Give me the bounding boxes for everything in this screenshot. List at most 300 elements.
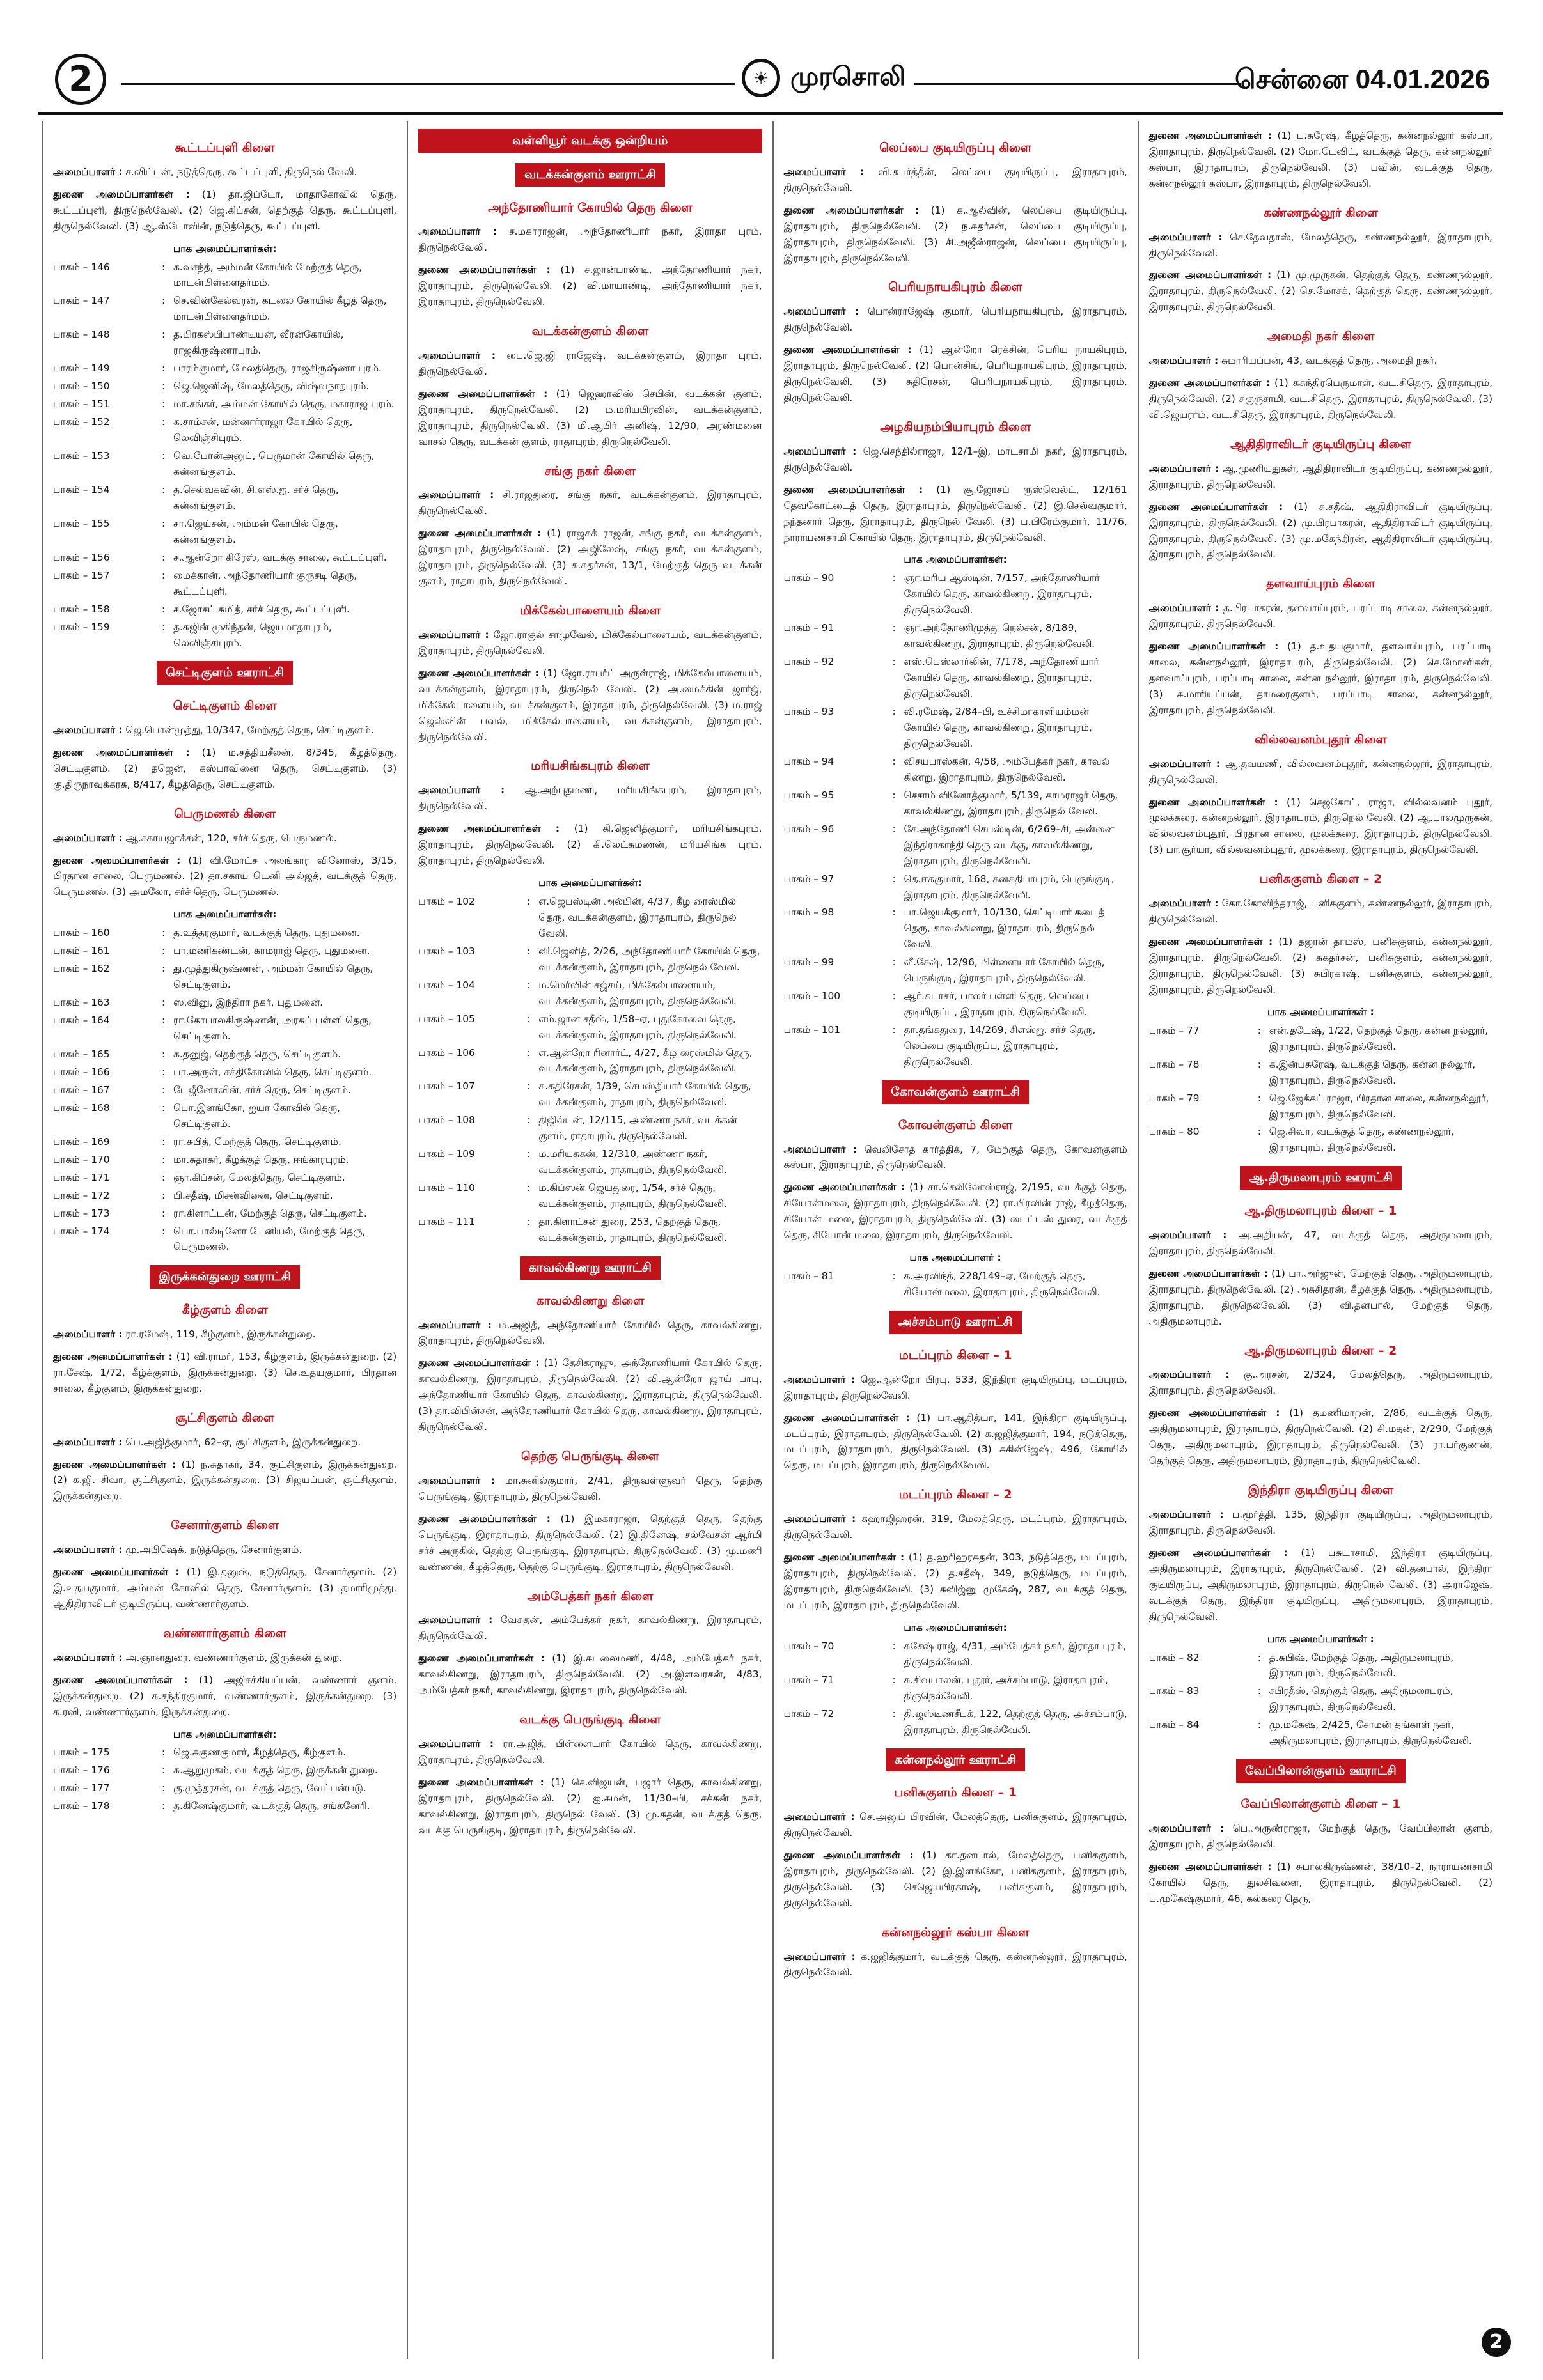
booth-details: பொ.பால்டினோ டேனியல், மேற்குத் தெரு, பெருமணல். bbox=[173, 1225, 366, 1253]
entry-label: அமைப்பாளர் : bbox=[418, 628, 489, 641]
booth-details: த.செல்வகவின், சி.எஸ்.ஐ. சர்ச் தெரு, கன்னங்குளம். bbox=[173, 483, 339, 511]
booth-row bbox=[53, 1745, 396, 1761]
booth-row bbox=[418, 1146, 762, 1178]
entry-label: அமைப்பாளர் : bbox=[1148, 355, 1219, 367]
booth-number: பாகம் – 110 bbox=[418, 1182, 475, 1194]
branch-heading: ஆ.திருமலாபுரம் கிளை – 1 bbox=[1244, 1204, 1397, 1218]
booth-details: ஞா.மரிய ஆஸ்டின், 7/157, அந்தோணியார் கோயில் தெரு, காவல்கிணறு, இராதாபுரம், திருநெல்வேலி. bbox=[904, 572, 1100, 616]
branch-heading: கன்னநல்லூர் கஸ்பா கிளை bbox=[881, 1925, 1030, 1940]
booth-number: பாகம் – 163 bbox=[53, 997, 110, 1009]
booth-colon: : bbox=[892, 656, 896, 668]
branch-heading: சூட்சிகுளம் கிளை bbox=[175, 1410, 274, 1425]
booth-number: பாகம் – 77 bbox=[1148, 1024, 1200, 1036]
dateline: சென்னை 04.01.2026 bbox=[1234, 64, 1490, 94]
branch-heading: வேப்பிலான்குளம் கிளை – 1 bbox=[1241, 1797, 1401, 1811]
entry-label: துணை அமைப்பாளர்கள் : bbox=[1148, 377, 1270, 389]
masthead bbox=[38, 45, 1503, 115]
branch-heading: வடக்கன்குளம் கிளை bbox=[531, 324, 649, 339]
union-banner: வள்ளியூர் வடக்கு ஒன்றியம் bbox=[418, 129, 762, 153]
booth-colon: : bbox=[527, 1216, 531, 1228]
booth-row bbox=[784, 1638, 1127, 1670]
entry-text: ப.மூர்த்தி, 135, இந்திரா குடியிருப்பு, அதிருமலாபுரம், இராதாபுரம், திருநெல்வேலி. bbox=[1148, 1508, 1492, 1536]
booth-details: பி.சதீஷ், மிசன்வினை, செட்டிகுளம். bbox=[173, 1189, 333, 1201]
panchayat-banner: அச்சம்பாடு ஊராட்சி bbox=[889, 1311, 1022, 1334]
booth-row bbox=[53, 1170, 396, 1186]
organiser-entry bbox=[784, 1511, 1127, 1543]
booth-details: திஜில்டன், 12/115, அண்ணா நகர், வடக்கன் குளம், ராதாபுரம், திருநெல்வேலி. bbox=[538, 1114, 737, 1142]
entry-text: (1) அஜிசக்கியப்பன், வண்ணார் குளம், இருக்கன்துறை. (2) சு.சந்திரகுமார், வண்ணார்குளம், இருக்கன்துறை. (3) சு.ரவி, வண்ணார்குளம், இருக்கன்துறை. bbox=[53, 1674, 397, 1718]
branch-heading: பெரியநாயகிபுரம் கிளை bbox=[888, 280, 1022, 295]
entry-label: அமைப்பாளர் : bbox=[418, 1319, 492, 1331]
organiser-entry bbox=[1149, 1227, 1492, 1259]
booth-details: மா.சுதாகர், கீழக்குத் தெரு, ஈங்காரபுரம். bbox=[173, 1153, 349, 1165]
booth-details: டேஜீனோவின், சர்ச் தெரு, செட்டிகுளம். bbox=[173, 1084, 351, 1096]
entry-text: (1) செஜகோட், ராஜா, வில்லவனம் புதூர், மூலக்கரை, கன்னநல்லூர், இராதாபுரம், திருநெல் வேலி. (2) ஆ.பாலமுருகன், வில்லவனம்புதூர், பிரதான சாலை, மூலக்கரை, இராதாபுரம், திருநெல்வேலி. (3) பா.சூர்யா, வில்லவனம்புதூர், மூலக்கரை, இராதாபுரம், திருநெல்வேலி. bbox=[1148, 796, 1492, 856]
booth-row bbox=[53, 961, 396, 993]
entry-text: (1) சுசுந்திரபெருமாள், வட.சிதெரு, இராதாபுரம், திருநெல்வேலி. (2) சுகுருசாமி, வட.சிதெரு, இராதாபுரம், திருநெல்வேலி. (3) வி.ஜெயராம், வட.சிதெரு, இராதாபுரம், திருநெல்வேலி. bbox=[1148, 377, 1492, 421]
booth-number: பாகம் – 83 bbox=[1148, 1685, 1200, 1697]
booth-colon: : bbox=[162, 1101, 166, 1114]
entry-text: (1) ஆன்றோ ரெக்சின், பெரிய நாயகிபுரம், இராதாபுரம், திருநெல்வேலி. (2) பொன்சிங், பெரியநாயகிபுரம், இராதாபுரம், திருநெல்வேலி. (3) சுதிரேசன், பெரியநாயகிபுரம், இராதாபுரம், திருநெல்வேலி. bbox=[783, 344, 1127, 404]
entry-label: துணை அமைப்பாளர்கள் : bbox=[1148, 1860, 1272, 1872]
booth-number: பாகம் – 147 bbox=[53, 295, 110, 307]
booth-colon: : bbox=[162, 621, 166, 633]
booth-number: பாகம் – 152 bbox=[53, 416, 110, 428]
entry-text: சுமாரியப்பன், 43, வடக்குத் தெரு, அமைதி நகர். bbox=[1221, 355, 1437, 367]
booth-details: ஞா.கிப்சன், மேலத்தெரு, செட்டிகுளம். bbox=[173, 1171, 345, 1183]
booth-colon: : bbox=[162, 329, 166, 341]
entry-label: அமைப்பாளர் : bbox=[418, 226, 497, 238]
panchayat-banner: வேப்பிலான்குளம் ஊராட்சி bbox=[1236, 1759, 1406, 1783]
booth-number: பாகம் – 149 bbox=[53, 362, 110, 375]
entry-label: அமைப்பாளர் : bbox=[418, 349, 496, 361]
entry-text: (1) ஜோ.ராபர்ட் அருள்ராஜ், மிக்கேல்பாளையம், வடக்கன்குளம், இராதாபுரம், திருநெல் வேலி. (2) அ.மைக்கின் ஜார்ஜ், மிக்கேல்பாளையம், வடக்கன்குளம், இராதாபுரம், திருநெல்வேலி. (3) ம.ராஜ் ஜெஸ்வின் பவல், மிக்கேல்பாளையம், வடக்கன்குளம், இராதாபுரம், திருநெல்வேலி. bbox=[418, 667, 762, 743]
booth-number: பாகம் – 111 bbox=[418, 1216, 475, 1228]
entry-label: துணை அமைப்பாளர்கள் : bbox=[418, 823, 560, 835]
booth-row bbox=[784, 788, 1127, 820]
organiser-entry bbox=[784, 203, 1127, 267]
booth-number: பாகம் – 104 bbox=[418, 979, 475, 991]
booth-number: பாகம் – 96 bbox=[783, 823, 834, 835]
booth-colon: : bbox=[527, 1114, 531, 1126]
entry-label: அமைப்பாளர் : bbox=[53, 1651, 123, 1663]
booth-colon: : bbox=[162, 1015, 166, 1027]
booth-details: ரா.சுபித், மேற்குத் தெரு, செட்டிகுளம். bbox=[173, 1135, 341, 1147]
organiser-entry bbox=[784, 1550, 1127, 1614]
organiser-entry bbox=[1149, 1859, 1492, 1907]
booth-colon: : bbox=[892, 1640, 896, 1652]
booth-details: பா.ஜெயக்குமார், 10/130, செட்டியார் கடைத் தெரு, காவல்கிணறு, இராதாபுரம், திருநெல் வேலி. bbox=[904, 906, 1105, 951]
section-subheading: பாக அமைப்பாளர்கள்: bbox=[904, 1621, 1007, 1633]
entry-label: அமைப்பாளர் : bbox=[53, 832, 123, 844]
booth-number: பாகம் – 97 bbox=[783, 873, 834, 885]
entry-label: துணை அமைப்பாளர்கள் : bbox=[1148, 641, 1279, 653]
entry-label: அமைப்பாளர் : bbox=[53, 724, 123, 736]
booth-colon: : bbox=[162, 551, 166, 563]
booth-number: பாகம் – 178 bbox=[53, 1800, 110, 1812]
booth-row bbox=[1149, 1650, 1492, 1682]
branch-heading: சங்கு நகர் கிளை bbox=[544, 463, 636, 478]
booth-number: பாகம் – 70 bbox=[783, 1640, 834, 1652]
booth-colon: : bbox=[162, 1171, 166, 1183]
organiser-entry bbox=[53, 1672, 396, 1720]
booth-details: ச.ஆன்றோ கிரேஸ், வடக்கு சாலை, கூட்டப்புளி. bbox=[173, 551, 387, 563]
organiser-entry bbox=[784, 1410, 1127, 1474]
entry-label: அமைப்பாளர் : bbox=[1148, 758, 1221, 770]
booth-colon: : bbox=[1257, 1058, 1261, 1070]
booth-details: மைக்கான், அந்தோணியார் குருசடி தெரு, கூட்டப்புளி. bbox=[173, 569, 357, 597]
booth-colon: : bbox=[162, 1153, 166, 1165]
entry-label: துணை அமைப்பாளர்கள் : bbox=[1148, 1267, 1268, 1279]
entry-label: துணை அமைப்பாளர்கள் : bbox=[783, 1412, 910, 1424]
entry-text: அ.அதியன், 47, வடக்குத் தெரு, அதிருமலாபுரம், இராதாபுரம், திருநெல்வேலி. bbox=[1148, 1229, 1492, 1257]
booth-row bbox=[53, 1100, 396, 1132]
branch-heading: மடப்புரம் கிளை – 1 bbox=[898, 1348, 1012, 1362]
entry-label: துணை அமைப்பாளர்கள் : bbox=[53, 188, 190, 200]
booth-number: பாகம் – 174 bbox=[53, 1225, 110, 1237]
booth-row bbox=[53, 1064, 396, 1080]
booth-row bbox=[53, 327, 396, 359]
organiser-entry bbox=[418, 1612, 762, 1644]
organiser-entry bbox=[1149, 1367, 1492, 1399]
entry-text: (1) ச.ஜான்பாண்டி, அந்தோணியார் நகர், இராதாபுரம், திருநெல்வேலி. (2) வி.மாயாண்டி, அந்தோணியார் நகர், இராதாபுரம், திருநெல்வேலி. bbox=[418, 264, 762, 308]
column-1 bbox=[42, 121, 408, 2359]
booth-number: பாகம் – 164 bbox=[53, 1015, 110, 1027]
booth-details: ஆர்.சுபாசர், பாலர் பள்ளி தெரு, லெப்பை குடியிருப்பு, இராதாபுரம், திருநெல்வேலி. bbox=[904, 990, 1089, 1018]
booth-number: பாகம் – 155 bbox=[53, 517, 110, 529]
entry-label: அமைப்பாளர் : bbox=[53, 1328, 123, 1340]
booth-details: த.கினேஷ்குமார், வடக்குத் தெரு, சங்கனேரி. bbox=[173, 1800, 370, 1812]
entry-label: அமைப்பாளர் : bbox=[783, 1373, 856, 1385]
organiser-entry bbox=[1149, 1507, 1492, 1539]
entry-label: அமைப்பாளர் : bbox=[418, 1738, 494, 1750]
booth-row bbox=[1149, 1717, 1492, 1749]
booth-colon: : bbox=[162, 483, 166, 495]
booth-number: பாகம் – 103 bbox=[418, 945, 475, 957]
entry-label: அமைப்பாளர் : bbox=[1148, 231, 1223, 243]
organiser-entry bbox=[784, 444, 1127, 476]
organiser-entry bbox=[418, 1775, 762, 1839]
organiser-entry bbox=[784, 1142, 1127, 1174]
branch-heading: அம்பேத்கர் நகர் கிளை bbox=[527, 1589, 654, 1603]
organiser-entry bbox=[1149, 128, 1492, 192]
booth-number: பாகம் – 176 bbox=[53, 1764, 110, 1777]
booth-details: ஜெ.ஜெனிஷ், மேலத்தெரு, விஷ்வநாதபுரம். bbox=[173, 380, 370, 393]
entry-label: அமைப்பாளர் : bbox=[783, 1811, 855, 1823]
booth-details: வி.ரமேஷ், 2/84–பி, உச்சிமாகாளியம்மன் கோயில் தெரு, காவல்கிணறு, இராதாபுரம், திருநெல்வேலி. bbox=[904, 706, 1092, 749]
entry-text: (1) ம.சத்தியசீலன், 8/345, கீழத்தெரு, செட்டிகுளம். (2) தஜென், கஸ்பாவினை தெரு, செட்டிகுளம். (3) கு.திருநாவுக்கரசு, 8/417, கீழத்தெரு, செட்டிகுளம். bbox=[53, 746, 397, 790]
booth-colon: : bbox=[527, 1046, 531, 1059]
booth-row bbox=[784, 654, 1127, 702]
branch-heading: மடப்புரம் கிளை – 2 bbox=[898, 1488, 1012, 1502]
entry-text: சுஹாஜிஹரன், 319, மேலத்தெரு, மடப்புரம், இராதாபுரம், திருநெல்வேலி. bbox=[783, 1513, 1127, 1541]
entry-label: அமைப்பாளர் : bbox=[783, 166, 865, 178]
entry-label: துணை அமைப்பாளர்கள் : bbox=[1148, 501, 1283, 513]
booth-details: த.உத்தரகுமார், வடக்குத் தெரு, புதுமனை. bbox=[173, 927, 360, 939]
entry-text: (1) தா.ஜிப்டோ, மாதாகோவில் தெரு, கூட்டப்புளி, திருநெல்வேலி. (2) ஜெ.கிப்சன், தெற்குத் தெரு, கூட்டப்புளி, திருநெல்வேலி. (3) ஆ.ஸ்டோவின், நடுத்தெரு, கூட்டப்புளி. bbox=[53, 188, 397, 232]
booth-row bbox=[53, 943, 396, 959]
booth-row bbox=[784, 871, 1127, 903]
organiser-entry bbox=[418, 262, 762, 310]
organiser-entry bbox=[53, 745, 396, 793]
panchayat-banner: ஆ.திருமலாபுரம் ஊராட்சி bbox=[1240, 1166, 1402, 1190]
booth-colon: : bbox=[1257, 1685, 1261, 1697]
branch-heading: அழகியநம்பியாபுரம் கிளை bbox=[880, 419, 1031, 434]
panchayat-banner: கன்னநல்லூர் ஊராட்சி bbox=[886, 1748, 1025, 1772]
organiser-entry bbox=[418, 348, 762, 380]
booth-row bbox=[53, 378, 396, 394]
booth-row bbox=[784, 1268, 1127, 1300]
booth-row bbox=[53, 361, 396, 377]
booth-number: பாகம் – 98 bbox=[783, 906, 834, 919]
booth-number: பாகம் – 165 bbox=[53, 1048, 110, 1060]
booth-details: சா.ஜெய்சன், அம்மன் கோயில் தெரு, கன்னங்குளம். bbox=[173, 517, 338, 545]
masthead-rule-left bbox=[121, 83, 735, 85]
page-number: 2 bbox=[55, 54, 106, 105]
booth-row bbox=[418, 977, 762, 1009]
entry-label: துணை அமைப்பாளர்கள் : bbox=[53, 1458, 176, 1470]
booth-details: தெ.ஈசுகுமார், 168, கனகதிபாபுரம், பெருங்குடி, இராதாபுரம், திருநெல்வேலி. bbox=[904, 873, 1115, 901]
section-subheading: பாக அமைப்பாளர்கள்: bbox=[173, 242, 277, 254]
entry-label: அமைப்பாளர் : bbox=[783, 1950, 856, 1963]
branch-heading: கீழ்குளம் கிளை bbox=[182, 1303, 268, 1318]
entry-label: அமைப்பாளர் : bbox=[1148, 1229, 1227, 1241]
booth-colon: : bbox=[162, 1764, 166, 1777]
booth-row bbox=[53, 293, 396, 325]
entry-text: (1) ப.சுரேஷ், கீழத்தெரு, கன்னநல்லூர் கஸ்பா, இராதாபுரம், திருநெல்வேலி. (2) மோ.டேவிட், வடக்குத் தெரு, கன்னநல்லூர் கஸ்பா, இராதாபுரம், திருநெல்வேலி. (3) பவின், வடக்குத் தெரு, கன்னநல்லூர் கஸ்பா, இராதாபுரம், திருநெல்வேலி. bbox=[1148, 130, 1492, 189]
branch-heading: மிக்கேல்பாளையம் கிளை bbox=[519, 603, 661, 618]
booth-details: விசயபாஸ்கன், 4/58, அம்பேத்கர் நகர், காவல் கிணறு, இராதாபுரம், திருநெல்வேலி. bbox=[904, 755, 1110, 783]
booth-row bbox=[53, 602, 396, 618]
entry-text: செ.தேவதாஸ், மேலத்தெரு, கண்ணநல்லூர், இராதாபுரம், திருநெல்வேலி. bbox=[1148, 231, 1492, 259]
entry-text: ஆ.முணியதுகள், ஆதிதிராவிடர் குடியிருப்பு, கண்ணநல்லூர், இராதாபுரம், திருநெல்வேலி. bbox=[1148, 462, 1492, 490]
organiser-entry bbox=[53, 722, 396, 738]
booth-row bbox=[53, 1224, 396, 1256]
booth-details: தா.தங்கதுரை, 14/269, சிஎஸ்ஐ. சர்ச் தெரு, லெப்பை குடியிருப்பு, இராதாபுரம், திருநெல்வேலி. bbox=[904, 1024, 1096, 1068]
organiser-entry bbox=[53, 853, 396, 901]
entry-text: (1) த.ஹரிஹரசுதன், 303, நடுத்தெரு, மடப்புரம், இராதாபுரம், திருநெல்வேலி. (2) த.சதீஷ், 349, நடுத்தெரு, மடப்புரம், இராதாபுரம், திருநெல்வேலி. (3) சுவிஜ்னு முகேஷ், 287, வடக்குத் தெரு, மடப்புரம், இராதாபுரம், திருநெல்வேலி. bbox=[783, 1552, 1127, 1611]
booth-row bbox=[418, 944, 762, 976]
branch-heading: தளவாய்புரம் கிளை bbox=[1266, 577, 1375, 591]
branch-heading: லெப்பை குடியிருப்பு கிளை bbox=[879, 141, 1032, 155]
column-2 bbox=[408, 121, 773, 2359]
booth-row bbox=[53, 550, 396, 566]
entry-text: கு.அரசன், 2/324, மேலத்தெரு, அதிருமலாபுரம், இராதாபுரம், திருநெல்வேலி. bbox=[1148, 1369, 1492, 1397]
organiser-entry bbox=[418, 224, 762, 256]
booth-row bbox=[1149, 1023, 1492, 1055]
entry-label: துணை அமைப்பாளர்கள் : bbox=[783, 1181, 905, 1194]
entry-text: (1) மு.முருகன், தெற்குத் தெரு, கண்ணநல்லூர், இராதாபுரம், திருநெல்வேலி. (2) செ.மோசக், தெற்குத் தெரு, கண்ணநல்லூர், இராதாபுரம், திருநெல்வேலி. bbox=[1148, 269, 1492, 313]
booth-details: ச.ஜோசப் சுமித், சர்ச் தெரு, கூட்டப்புளி. bbox=[173, 603, 350, 615]
organiser-entry bbox=[53, 164, 396, 180]
entry-text: (1) இமகாராஜா, தெற்குத் தெரு, தெற்கு பெருங்குடி, இராதாபுரம், திருநெல்வேலி. (2) இ.தினேஷ், சல்வேசன் ஆர்மி சர்ச் அருகில், தெற்கு பெருங்குடி, இராதாபுரம், திருநெல்வேலி. (3) மு.மணி வண்ணன், கீழத்தெரு, தெற்கு பெருங்குடி, இராதாபுரம், திருநெல்வேலி. bbox=[418, 1513, 762, 1573]
entry-text: பெ.அஜித்குமார், 62–ஏ, சூட்சிகுளம், இருக்கன்துறை. bbox=[125, 1436, 361, 1448]
booth-colon: : bbox=[162, 295, 166, 307]
entry-text: மா.சுனில்குமார், 2/41, திருவள்ளுவர் தெரு, தெற்கு பெருங்குடி, இராதாபுரம், திருநெல்வேலி. bbox=[418, 1474, 762, 1502]
organiser-entry bbox=[1149, 795, 1492, 859]
organiser-entry bbox=[784, 1179, 1127, 1243]
branch-heading: கோவன்குளம் கிளை bbox=[898, 1117, 1013, 1132]
booth-colon: : bbox=[527, 1013, 531, 1025]
booth-row bbox=[53, 1046, 396, 1062]
entry-text: செ.அனுப் பிரவின், மேலத்தெரு, பனிசுகுளம், இராதாபுரம், திருநெல்வேலி. bbox=[783, 1811, 1127, 1839]
booth-details: என்.தடேஷ், 1/22, தெற்குத் தெரு, கன்ன நல்லூர், இராதாபுரம், திருநெல்வேலி. bbox=[1269, 1024, 1489, 1052]
booth-number: பாகம் – 82 bbox=[1148, 1651, 1200, 1663]
booth-details: த.சுஜின் முகிந்தன், ஜெயமாதாபுரம், லெவிஞ்சிபுரம். bbox=[173, 621, 332, 649]
booth-number: பாகம் – 166 bbox=[53, 1066, 110, 1078]
booth-details: சு.கதிரேசன், 1/39, செபஸ்தியார் கோயில் தெரு, வடக்கன்குளம், ராதாபுரம், திருநெல்வேலி. bbox=[538, 1080, 751, 1108]
booth-number: பாகம் – 151 bbox=[53, 398, 110, 410]
booth-number: பாகம் – 148 bbox=[53, 329, 110, 341]
booth-colon: : bbox=[892, 1674, 896, 1686]
booth-colon: : bbox=[162, 1746, 166, 1759]
booth-details: க.அரவிந்த், 228/149–ஏ, மேற்குத் தெரு, சியோன்மலை, இராதாபுரம், திருநெல்வேலி. bbox=[904, 1270, 1100, 1298]
branch-heading: கூட்டப்புளி கிளை bbox=[175, 141, 275, 155]
booth-details: க.வசந்த், அம்மன் கோயில் மேற்குத் தெரு, மாடன்பிள்ளைதர்மம். bbox=[173, 261, 363, 289]
booth-colon: : bbox=[527, 945, 531, 957]
entry-label: துணை அமைப்பாளர்கள் : bbox=[1148, 796, 1278, 808]
booth-row bbox=[53, 925, 396, 941]
section-subheading: பாக அமைப்பாளர்கள்: bbox=[173, 908, 277, 921]
booth-number: பாகம் – 91 bbox=[783, 622, 834, 634]
booth-details: து.முத்துகிருஷ்ணன், அம்மன் கோயில் தெரு, செட்டிகுளம். bbox=[173, 963, 373, 991]
branch-heading: கண்ணநல்லூர் கிளை bbox=[1263, 205, 1378, 220]
sun-logo-icon: ☀ bbox=[742, 59, 780, 97]
booth-colon: : bbox=[527, 895, 531, 907]
booth-colon: : bbox=[162, 416, 166, 428]
booth-row bbox=[53, 1134, 396, 1150]
booth-colon: : bbox=[162, 1189, 166, 1201]
entry-label: துணை அமைப்பாளர்கள் : bbox=[418, 1653, 545, 1665]
booth-colon: : bbox=[892, 990, 896, 1002]
booth-number: பாகம் – 177 bbox=[53, 1782, 110, 1794]
booth-colon: : bbox=[1257, 1719, 1261, 1731]
entry-label: துணை அமைப்பாளர்கள் : bbox=[53, 1566, 180, 1578]
entry-text: பை.ஜெ.ஜி ராஜேஷ், வடக்கன்குளம், இராதா புரம், திருநெல்வேலி. bbox=[418, 349, 762, 377]
booth-colon: : bbox=[892, 906, 896, 919]
booth-row bbox=[784, 905, 1127, 953]
booth-row bbox=[53, 1188, 396, 1204]
booth-row bbox=[53, 1780, 396, 1796]
booth-details: சே.அந்தோணி செபஸ்டின், 6/269–சி, அன்னை இந்திராகாந்தி தெரு வடக்கு, காவல்கிணறு, இராதாபுரம், திருநெல்வேலி. bbox=[904, 823, 1115, 867]
entry-label: அமைப்பாளர் : bbox=[1148, 1508, 1224, 1520]
booth-row bbox=[418, 1214, 762, 1246]
organiser-entry bbox=[1149, 896, 1492, 928]
entry-text: (1) சு.சதீஷ், ஆதிதிராவிடர் குடியிருப்பு, இராதாபுரம், திருநெல்வேலி. (2) மு.பிரபாகரன், ஆதிதிராவிடர் குடியிருப்பு, இராதாபுரம், திருநெல்வேலி. (3) மு.மகேந்திரன், ஆதிதிராவிடர் குடியிருப்பு, இராதாபுரம், திருநெல்வேலி. bbox=[1148, 501, 1492, 561]
entry-text: க.ஜஜித்குமார், வடக்குத் தெரு, கன்னநல்லூர், இராதாபுரம், திருநெல்வேலி. bbox=[783, 1950, 1127, 1979]
masthead-rule-right bbox=[914, 83, 1241, 85]
booth-details: ம.மெர்வின் சஜ்சய், மிக்கேல்பாளையம், வடக்கன்குளம், இராதாபுரம், திருநெல்வேலி. bbox=[538, 979, 737, 1007]
booth-colon: : bbox=[162, 569, 166, 581]
entry-text: ஆ.அற்புதமணி, மரியசிங்கபுரம், இராதாபுரம், திருநெல்வேலி. bbox=[418, 784, 762, 813]
entry-label: துணை அமைப்பாளர்கள் : bbox=[1148, 130, 1272, 141]
organiser-entry bbox=[784, 1809, 1127, 1841]
entry-text: (1) வி.ராமர், 153, கீழ்குளம், இருக்கன்துறை. (2) ரா.சேஷ், 1/72, கீழ்க்குளம், இருக்கன்துறை. (3) செ.உதயகுமார், பிரதான சாலை, கீழ்குளம், இருக்கன்துறை. bbox=[53, 1350, 397, 1394]
booth-row bbox=[53, 516, 396, 548]
organiser-entry bbox=[784, 482, 1127, 546]
entry-label: அமைப்பாளர் : bbox=[53, 1436, 123, 1448]
entry-text: (1) ந.சுதாகர், 34, சூட்சிகுளம், இருக்கன்துறை. (2) க.ஜி. சிவா, சூட்சிகுளம், இருக்கன்துறை. (3) சிஜயப்பன், சூட்சிகுளம், இருக்கன்துறை. bbox=[53, 1458, 397, 1502]
branch-heading: ஆதிதிராவிடர் குடியிருப்பு கிளை bbox=[1230, 437, 1411, 451]
entry-label: துணை அமைப்பாளர்கள் : bbox=[53, 746, 190, 758]
booth-colon: : bbox=[162, 1048, 166, 1060]
booth-details: ஜெ.சுகுணகுமார், கீழத்தெரு, கீழ்குளம். bbox=[173, 1746, 347, 1759]
entry-text: ஆ.தவமணி, வில்லவனம்புதூர், கன்னநல்லூர், இராதாபுரம், திருநெல்வேலி. bbox=[1148, 758, 1492, 786]
organiser-entry bbox=[1149, 639, 1492, 719]
entry-text: (1) இ.தனுஷ், நடுத்தெரு, சேனார்குளம். (2) இ.உதயகுமார், அம்மன் கோவில் தெரு, சேனார்குளம். (3) தமாரிமுத்து, ஆதிதிராவிடர் குடியிருப்பு, வண்ணார்குளம். bbox=[53, 1566, 397, 1610]
booth-row bbox=[784, 620, 1127, 652]
entry-label: துணை அமைப்பாளர்கள் : bbox=[1148, 1546, 1288, 1559]
entry-label: அமைப்பாளர் : bbox=[418, 784, 505, 797]
entry-label: துணை அமைப்பாளர்கள் : bbox=[1148, 936, 1273, 947]
organiser-entry bbox=[53, 1650, 396, 1666]
organiser-entry bbox=[784, 1847, 1127, 1911]
booth-colon: : bbox=[162, 380, 166, 393]
booth-details: ரா.கோபாலகிருஷ்ணன், அரசுப் பள்ளி தெரு, செட்டிகுளம். bbox=[173, 1015, 372, 1043]
entry-label: அமைப்பாளர் : bbox=[1148, 1369, 1230, 1381]
booth-number: பாகம் – 95 bbox=[783, 789, 834, 801]
booth-row bbox=[53, 568, 396, 600]
booth-number: பாகம் – 71 bbox=[783, 1674, 834, 1686]
booth-row bbox=[1149, 1057, 1492, 1089]
entry-text: (1) பா.அர்ஜுன், மேற்குத் தெரு, அதிருமலாபுரம், இராதாபுரம், திருநெல்வேலி. (2) அசுசிதரன், கீழக்குத் தெரு, அதிருமலாபுரம், இராதாபுரம், திருநெல்வேலி. (3) வி.தனபால், மேற்குத் தெரு, அதிருமலாபுரம். bbox=[1148, 1267, 1492, 1327]
columns-container bbox=[42, 121, 1503, 2359]
booth-number: பாகம் – 153 bbox=[53, 450, 110, 462]
booth-colon: : bbox=[162, 997, 166, 1009]
panchayat-banner: கோவன்குளம் ஊராட்சி bbox=[882, 1080, 1029, 1104]
booth-row bbox=[53, 260, 396, 292]
branch-heading: மரியசிங்கபுரம் கிளை bbox=[531, 759, 650, 774]
entry-text: (1) இ.சுடலைமணி, 4/48, அம்பேத்கர் நகர், காவல்கிணறு, இராதாபுரம், திருநெல்வேலி. (2) அ.இளவரசன், 4/83, அம்பேத்கர் நகர், காவல்கிணறு, இராதாபுரம், திருநெல்வேலி. bbox=[418, 1653, 762, 1697]
booth-number: பாகம் – 146 bbox=[53, 261, 110, 273]
entry-text: (1) பசுடாசாமி, இந்திரா குடியிருப்பு, அதிருமலாபுரம், இராதாபுரம், திருநெல்வேலி. (2) வி.தனபால், இந்திரா குடியிருப்பு, அதிருமலாபுரம், இராதாபுரம், திருநெல் வேலி. (3) அராஜேஷ், வடக்குத் தெரு, இந்திரா குடியிருப்பு, அதிருமலாபுரம், இராதாபுரம், திருநெல்வேலி. bbox=[1148, 1546, 1492, 1622]
booth-number: பாகம் – 72 bbox=[783, 1707, 834, 1720]
booth-colon: : bbox=[892, 572, 896, 584]
booth-row bbox=[784, 754, 1127, 786]
booth-details: க.இன்பசுரேஷ், வடக்குத் தெரு, கன்ன நல்லூர், இராதாபுரம், திருநெல்வேலி. bbox=[1269, 1058, 1476, 1086]
entry-label: துணை அமைப்பாளர்கள் : bbox=[53, 1350, 173, 1362]
booth-details: ஜெ.சிவா, வடக்குத் தெரு, கண்ணநல்லூர், இராதாபுரம், திருநெல்வேலி. bbox=[1269, 1126, 1454, 1154]
booth-number: பாகம் – 169 bbox=[53, 1135, 110, 1147]
booth-number: பாகம் – 102 bbox=[418, 895, 475, 907]
booth-details: ரா.கிளாட்டன், மேற்குத் தெரு, செட்டிகுளம். bbox=[173, 1207, 367, 1219]
booth-details: வீ.சேஷ், 12/96, பிள்ளையார் கோயில் தெரு, பெருங்குடி, இராதாபுரம், திருநெல்வேலி. bbox=[904, 956, 1105, 984]
entry-label: துணை அமைப்பாளர்கள் : bbox=[53, 854, 181, 866]
entry-label: துணை அமைப்பாளர்கள் : bbox=[418, 387, 548, 400]
organiser-entry bbox=[418, 386, 762, 450]
organiser-entry bbox=[418, 1318, 762, 1349]
booth-row bbox=[1149, 1091, 1492, 1123]
booth-details: செசாம் வினோத்குமார், 5/139, காமராஜர் தெரு, காவல்கிணறு, இராதாபுரம், திருநெல் வேலி. bbox=[904, 789, 1118, 817]
entry-text: (1) வி.மோட்ச அலங்கார வினோஸ், 3/15, பிரதான சாலை, பெருமணல். (2) தா.சகாய டெனி அல்ஜத், வடக்குத் தெரு, பெருமணல். (3) அமலோ, சர்ச் தெரு, பெருமணல். bbox=[53, 854, 397, 898]
entry-text: ம.அஜித், அந்தோணியார் கோயில் தெரு, காவல்கிணறு, இராதாபுரம், திருநெல்வேலி. bbox=[418, 1319, 762, 1347]
booth-details: எம்.ஜான சதீஷ், 1/58–ஏ, புதுகோவை தெரு, வடக்கன்குளம், இராதாபுரம், திருநெல்வேலி. bbox=[538, 1013, 737, 1041]
organiser-entry bbox=[784, 1372, 1127, 1404]
booth-colon: : bbox=[162, 398, 166, 410]
booth-number: பாகம் – 168 bbox=[53, 1101, 110, 1114]
booth-colon: : bbox=[892, 956, 896, 968]
booth-colon: : bbox=[162, 450, 166, 462]
entry-text: மு.அபிஷேக், நடுத்தெரு, சேனார்குளம். bbox=[125, 1544, 302, 1556]
booth-row bbox=[784, 1672, 1127, 1704]
booth-details: ஞா.அந்தோணிமுத்து நெல்சன், 8/189, காவல்கிணறு, இராதாபுரம், திருநெல்வேலி. bbox=[904, 622, 1095, 650]
booth-row bbox=[1149, 1124, 1492, 1156]
booth-number: பாகம் – 101 bbox=[783, 1024, 841, 1036]
organiser-entry bbox=[53, 187, 396, 235]
booth-details: சு.ஆறுமுகம், வடக்குத் தெரு, இருக்கன் துறை. bbox=[173, 1764, 378, 1777]
booth-number: பாகம் – 81 bbox=[783, 1270, 834, 1282]
branch-heading: பனிசுகுளம் கிளை – 2 bbox=[1259, 872, 1382, 887]
